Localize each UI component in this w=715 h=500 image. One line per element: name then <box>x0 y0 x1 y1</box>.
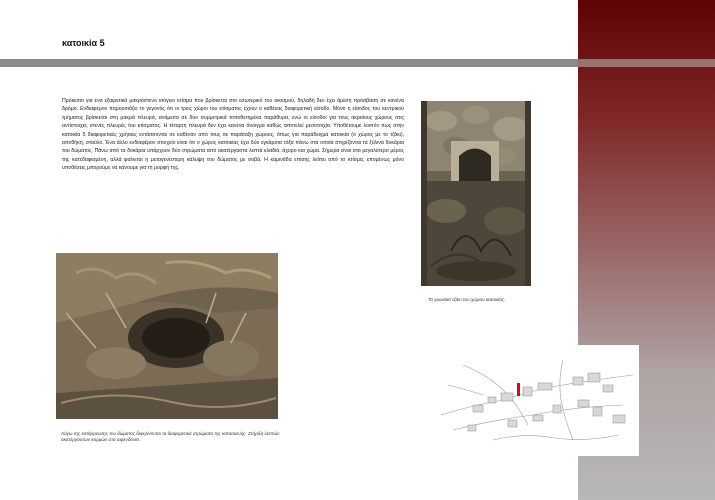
side-panel-band <box>578 59 715 67</box>
corner-fireplace-photo <box>421 101 531 286</box>
right-photo-caption: Το γωνιακό τζάκι του χώρου κατοικίας. <box>428 297 506 302</box>
collapsed-roof-photo <box>56 253 278 419</box>
left-photo-caption: Λόγω της κατάρρευσης του δώματος διακρίνονται τα διαφορετικά στρώματα της κατασκευής. Στήριξη λεπτών ακατέργαστων κορμών στα σιφενδόνια. <box>61 431 280 442</box>
page-title: κατοικία 5 <box>62 38 105 48</box>
location-marker <box>517 383 520 396</box>
header-bar <box>0 59 578 67</box>
body-paragraph: Πρόκειται για ένα εξαιρετικά μακρόστενο ισόγειο κτίσμα που βρίσκεται στο εσωτερικό του οικισμού, δηλαδή δεν έχει άμεση πρόσβαση σε κανένα δρόμο. Ενδιαφέρον παρουσιάζει το γεγονός ότι οι τρεις χώροι του κτίσματος έχουν ο καθένας διαφορετική είσοδο. Μόνο η είσοδος του κεντρικού τμήματος βρίσκεται στη μακρά πλευρά, ανάμεσα σε δύο συμμετρικά τοποθετημένα παράθυρα, ενώ οι είσοδοι για τους ακραίους χώρους στις αντίστοιχες στενές πλευρές του κτίσματος. Η τέταρτη πλευρά δεν έχει κανένα άνοιγμα καθώς αποτελεί μεσοτοιχία. Υποθέτουμε λοιπόν πως στην κατοικία 5 διαφορετικές χρήσεις εντάσσονται σε καθέναν από τους σε παράταξη χώρους, όπως για παράδειγμα κατοικία (ο χώρος με το τζάκι), αποθήκη, σταύλο. Ένα άλλο ενδιαφέρον στοιχείο είναι ότι ο χώρος κατοικίας έχει δύο εγκάρσια τόξα πάνω στα οποία στηρίζονται τα ξύλινα δοκάρια του δώματος. Πάνω από τα δοκάρια υπάρχουν δύο στρώματα από ακατέργαστα λεπτά κλαδιά, άχυρο και χώμα. Σήμερα είναι στο μεγαλύτερο μέρος της κατεδαφισμένη, αλλά φαίνεται η μεταγενέστερη κάλυψη του δώματος με σοβά. Η καμινάδα επίσης λείπει από το κτίσμα, επομένως μόνο υποθέσεις μπορούμε να κάνουμε για τη μορφή της. <box>62 98 404 172</box>
settlement-site-plan <box>433 345 639 456</box>
